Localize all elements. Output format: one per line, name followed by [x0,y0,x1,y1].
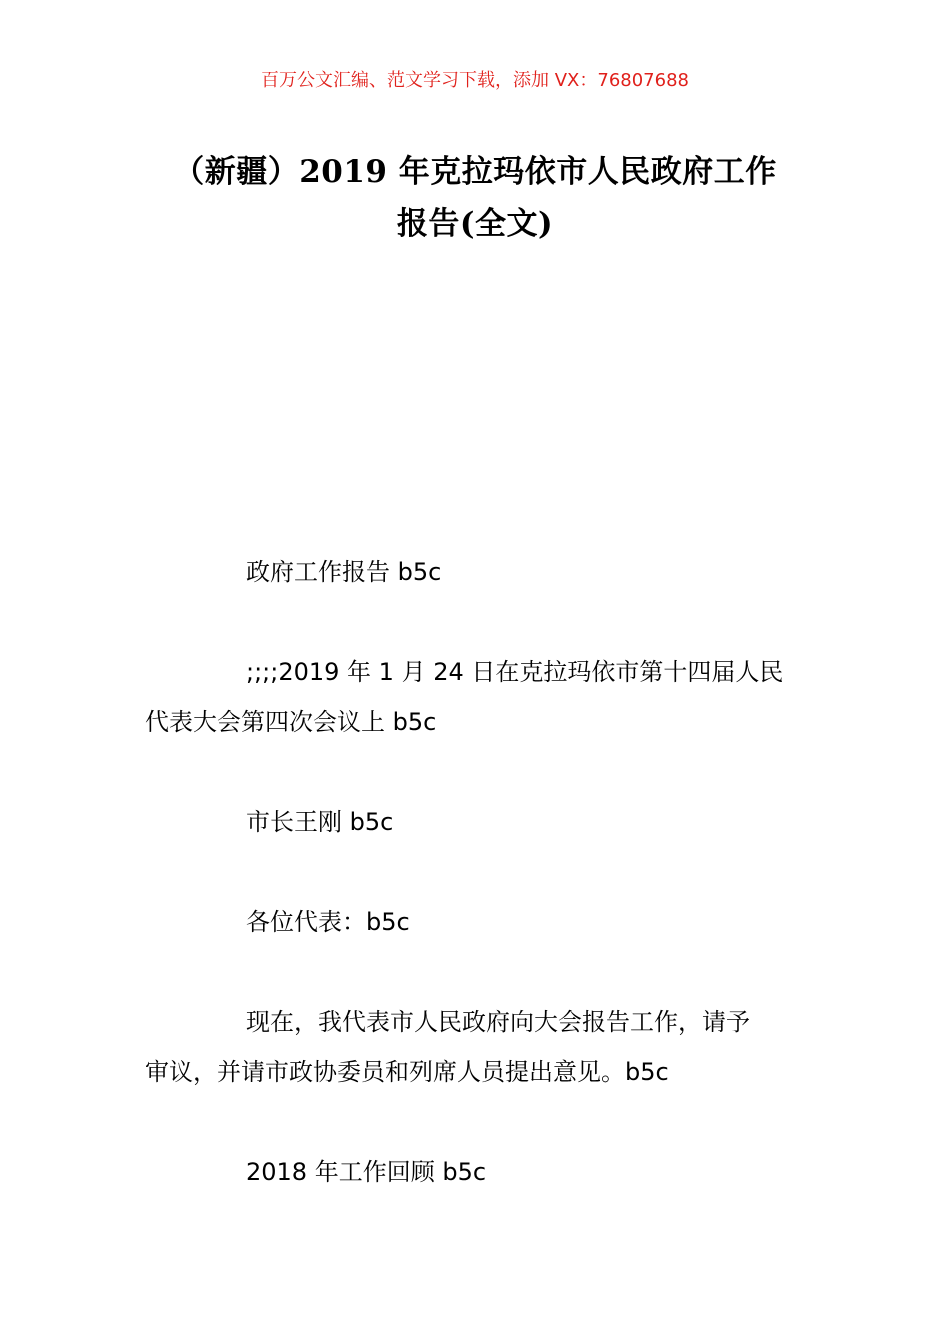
title-line-1: （新疆）2019 年克拉玛依市人民政府工作 [173,154,777,190]
paragraph-line: 现在，我代表市人民政府向大会报告工作，请予 [246,1008,750,1036]
paragraph-meeting [145,647,810,747]
title-line-2: 报告(全文) [396,206,554,242]
paragraph-heading [145,547,810,597]
header-note: 百万公文汇编、范文学习下载，添加 VX：76807688 [261,70,689,91]
paragraph-line: 代表大会第四次会议上 b5c [145,708,437,736]
paragraph-salutation [145,897,810,947]
paragraph-line: 政府工作报告 b5c [246,558,442,586]
paragraph-line: 2018 年工作回顾 b5c [246,1158,487,1186]
paragraph-speaker [145,797,810,847]
paragraph-line: 各位代表：b5c [246,908,410,936]
document-title [140,146,810,250]
paragraph-line: 审议，并请市政协委员和列席人员提出意见。b5c [145,1058,669,1086]
paragraph-line: ;;;;2019 年 1 月 24 日在克拉玛依市第十四届人民 [246,658,784,686]
paragraph-section-heading [145,1147,810,1197]
paragraph-intro [145,997,810,1097]
paragraph-line: 市长王刚 b5c [246,808,394,836]
